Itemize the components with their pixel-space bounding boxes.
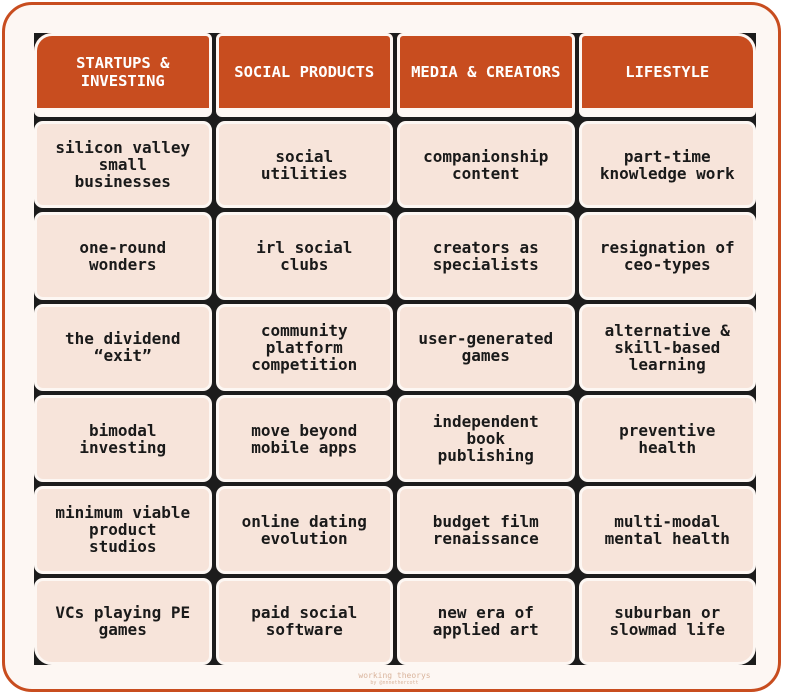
grid-cell: multi-modal mental health bbox=[579, 486, 757, 573]
grid-cell: preventive health bbox=[579, 395, 757, 482]
grid-cell: alternative & skill-based learning bbox=[579, 304, 757, 391]
grid-cell: silicon valley small businesses bbox=[34, 121, 212, 208]
grid-cell: user-generated games bbox=[397, 304, 575, 391]
grid-cell: paid social software bbox=[216, 578, 394, 665]
column-header-startups: STARTUPS & INVESTING bbox=[34, 33, 212, 117]
grid-cell: community platform competition bbox=[216, 304, 394, 391]
grid-cell: bimodal investing bbox=[34, 395, 212, 482]
grid-cell: resignation of ceo-types bbox=[579, 212, 757, 299]
column-header-lifestyle: LIFESTYLE bbox=[579, 33, 757, 117]
grid-cell: one-round wonders bbox=[34, 212, 212, 299]
column-header-social: SOCIAL PRODUCTS bbox=[216, 33, 394, 117]
trend-grid bbox=[34, 33, 756, 665]
grid-cell: VCs playing PE games bbox=[34, 578, 212, 665]
grid-cell: independent book publishing bbox=[397, 395, 575, 482]
grid-cell: minimum viable product studios bbox=[34, 486, 212, 573]
grid-cell: irl social clubs bbox=[216, 212, 394, 299]
grid-cell: the dividend “exit” bbox=[34, 304, 212, 391]
grid-cell: social utilities bbox=[216, 121, 394, 208]
grid-cell: companionship content bbox=[397, 121, 575, 208]
grid-cell: creators as specialists bbox=[397, 212, 575, 299]
footer-brand: working theorys bbox=[358, 671, 431, 680]
grid-cell: move beyond mobile apps bbox=[216, 395, 394, 482]
grid-cell: budget film renaissance bbox=[397, 486, 575, 573]
grid-cell: part-time knowledge work bbox=[579, 121, 757, 208]
grid-cell: online dating evolution bbox=[216, 486, 394, 573]
grid-cell: suburban or slowmad life bbox=[579, 578, 757, 665]
footer-byline: by @nnnethercott bbox=[370, 680, 419, 686]
footer-credit bbox=[0, 671, 789, 686]
grid-cell: new era of applied art bbox=[397, 578, 575, 665]
column-header-media: MEDIA & CREATORS bbox=[397, 33, 575, 117]
